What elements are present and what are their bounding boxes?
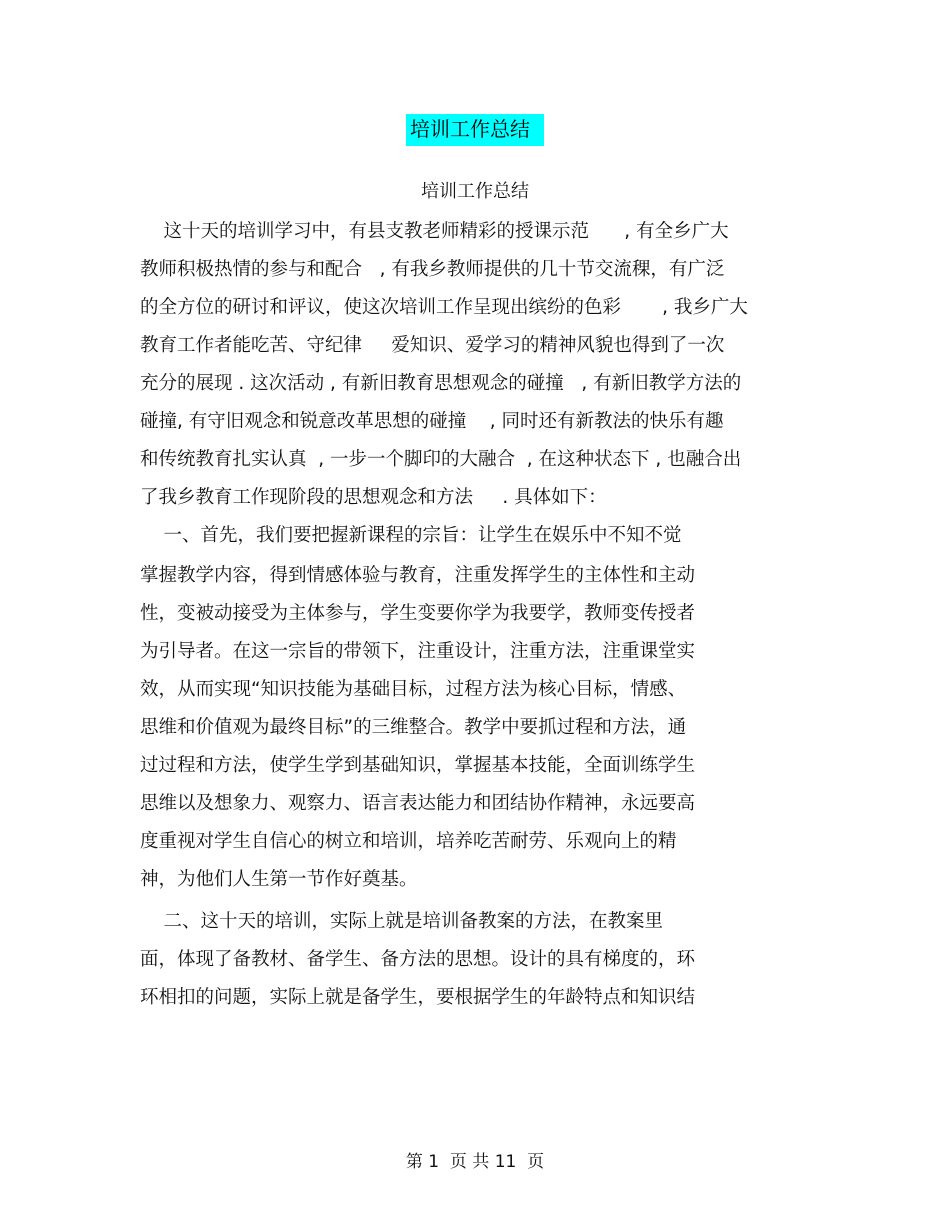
body-line: 面，体现了备教材、备学生、备方法的思想。设计的具有梯度的，环 xyxy=(140,949,696,970)
document-heading: 培训工作总结 xyxy=(406,114,544,146)
body-line: 的全方位的研讨和评议，使这次培训工作呈现出缤纷的色彩 , 我乡广大 xyxy=(140,297,748,318)
body-line: 思维和价值观为最终目标”的三维整合。教学中要抓过程和方法，通 xyxy=(140,717,687,738)
body-line: 二、这十天的培训，实际上就是培训备教案的方法，在教案里 xyxy=(140,911,664,932)
body-line: 掌握教学内容，得到情感体验与教育，注重发挥学生的主体性和主动 xyxy=(140,565,696,586)
body-line: 这十天的培训学习中，有县支教老师精彩的授课示范 , 有全乡广大 xyxy=(140,221,729,242)
body-line: 过过程和方法，使学生学到基础知识，掌握基本技能，全面训练学生 xyxy=(140,755,696,776)
body-line: 教育工作者能吃苦、守纪律 爱知识、爱学习的精神风貌也得到了一次 xyxy=(140,335,725,356)
body-line: 了我乡教育工作现阶段的思想观念和方法 . 具体如下： xyxy=(140,487,607,508)
body-line: 度重视对学生自信心的树立和培训，培养吃苦耐劳、乐观向上的精 xyxy=(140,831,677,852)
body-line: 和传统教育扎实认真 , 一步一个脚印的大融合 , 在这种状态下 , 也融合出 xyxy=(140,449,742,470)
body-line: 一、首先，我们要把握新课程的宗旨：让学生在娱乐中不知不觉 xyxy=(140,525,682,546)
body-line: 教师积极热情的参与和配合 , 有我乡教师提供的几十节交流稞，有广泛 xyxy=(140,259,725,280)
body-line: 性，变被动接受为主体参与，学生变要你学为我要学，教师变传授者 xyxy=(140,603,696,624)
body-line: 环相扣的问题，实际上就是备学生，要根据学生的年龄特点和知识结 xyxy=(140,987,696,1008)
body-line: 充分的展现 . 这次活动 , 有新旧教育思想观念的碰撞 , 有新旧教学方法的 xyxy=(140,373,742,394)
body-line: 碰撞, 有守旧观念和锐意改革思想的碰撞 , 同时还有新教法的快乐有趣 xyxy=(140,411,724,432)
heading-wrap xyxy=(0,114,950,146)
body-line: 为引导者。在这一宗旨的带领下，注重设计，注重方法，注重课堂实 xyxy=(140,641,696,662)
body-line: 神，为他们人生第一节作好奠基。 xyxy=(140,869,418,890)
body-line: 思维以及想象力、观察力、语言表达能力和团结协作精神，永远要高 xyxy=(140,793,696,814)
document-subheading: 培训工作总结 xyxy=(421,181,529,202)
page-footer: 第 1 页 共 11 页 xyxy=(405,1152,545,1172)
body-line: 效，从而实现“知识技能为基础目标，过程方法为核心目标，情感、 xyxy=(140,679,687,700)
